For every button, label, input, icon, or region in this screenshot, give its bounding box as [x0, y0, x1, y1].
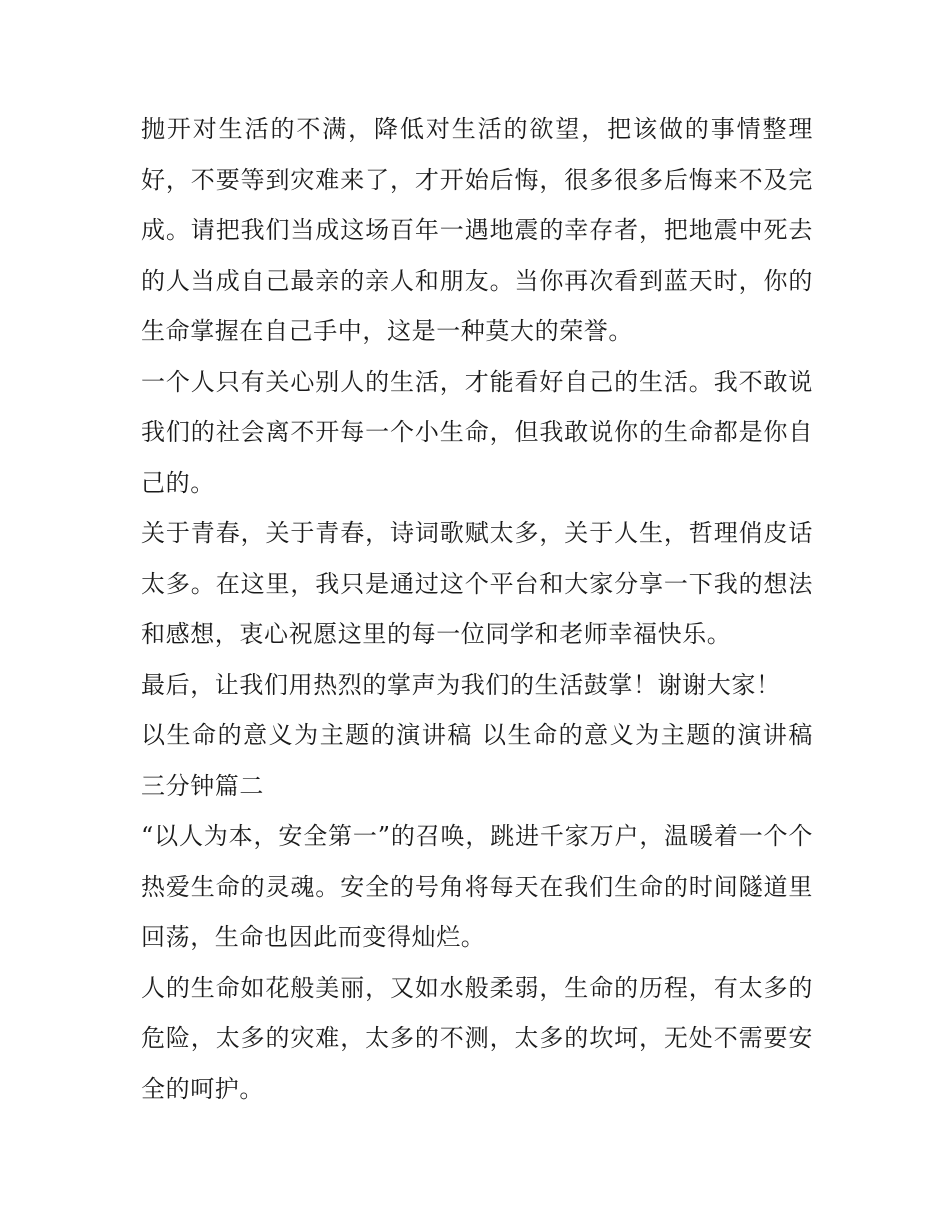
document-body — [141, 104, 813, 1114]
paragraph-5: “以人为本，安全第一”的召唤，跳进千家万户，温暖着一个个热爱生命的灵魂。安全的号角将每天在我们生命的时间隧道里回荡，生命也因此而变得灿烂。 — [141, 822, 813, 951]
section-heading: 以生命的意义为主题的演讲稿 以生命的意义为主题的演讲稿三分钟篇二 — [141, 721, 813, 800]
paragraph-3: 关于青春，关于青春，诗词歌赋太多，关于人生，哲理俏皮话太多。在这里，我只是通过这个平台和大家分享一下我的想法和感想，衷心祝愿这里的每一位同学和老师幸福快乐。 — [141, 519, 813, 648]
paragraph-6: 人的生命如花般美丽，又如水般柔弱，生命的历程，有太多的危险，太多的灾难，太多的不测，太多的坎坷，无处不需要安全的呵护。 — [141, 973, 813, 1103]
paragraph-2: 一个人只有关心别人的生活，才能看好自己的生活。我不敢说我们的社会离不开每一个小生命，但我敢说你的生命都是你自己的。 — [141, 367, 813, 497]
paragraph-4: 最后，让我们用热烈的掌声为我们的生活鼓掌！谢谢大家！ — [141, 670, 781, 699]
paragraph-1: 抛开对生活的不满，降低对生活的欲望，把该做的事情整理好，不要等到灾难来了，才开始后悔，很多很多后悔来不及完成。请把我们当成这场百年一遇地震的幸存者，把地震中死去的人当成自己最亲的亲人和朋友。当你再次看到蓝天时，你的生命掌握在自己手中，这是一种莫大的荣誉。 — [141, 115, 813, 345]
